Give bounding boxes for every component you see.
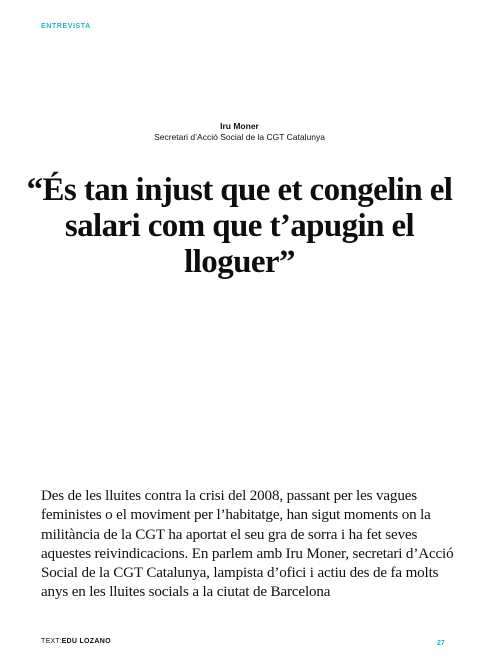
credit-name: EDU LOZANO xyxy=(61,638,111,645)
author-credit xyxy=(41,638,111,645)
section-label: ENTREVISTA xyxy=(41,23,91,30)
headline-quote: “És tan injust que et congelin el salari com que t’apugin el lloguer” xyxy=(26,172,453,280)
byline xyxy=(0,121,479,143)
interviewee-role: Secretari d’Acció Social de la CGT Catalunya xyxy=(154,132,325,142)
interviewee-name: Iru Moner xyxy=(220,121,259,131)
page-number: 27 xyxy=(437,640,445,647)
credit-prefix: TEXT: xyxy=(41,638,62,645)
intro-paragraph: Des de les lluites contra la crisi del 2008, passant per les vagues feministes o el moviment per l’habitatge, han sigut moments on la militància de la CGT ha aportat el seu gra de sorra i ha fet seves aquestes reivindicacions. En parlem amb Iru Moner, secretari d’Acció Social de la CGT Catalunya, lampista d’ofici i actiu des de fa molts anys en les lluites socials a la ciutat de Barcelona xyxy=(41,488,454,601)
